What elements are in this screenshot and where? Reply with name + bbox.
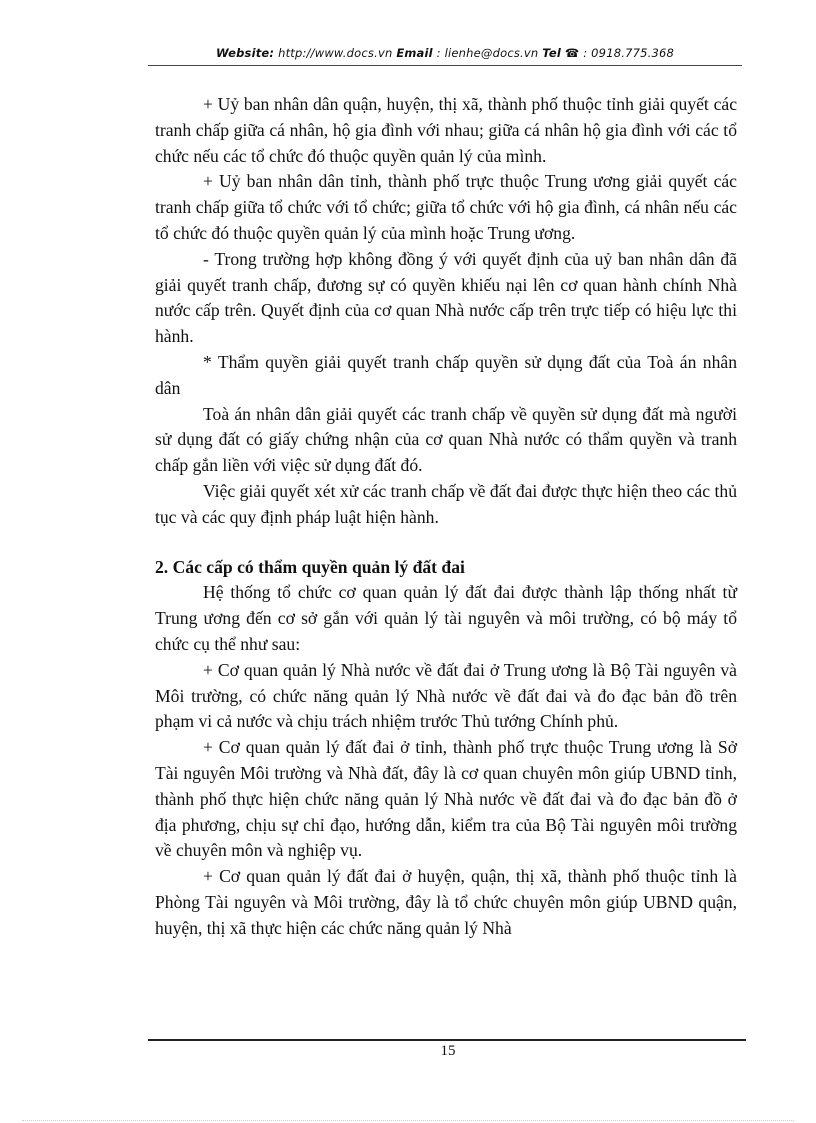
tel-number: : 0918.775.368 bbox=[583, 46, 675, 60]
paragraph: + Cơ quan quản lý đất đai ở huyện, quận, thị xã, thành phố thuộc tỉnh là Phòng Tài nguyên và Môi trường, đây là tổ chức chuyên môn giúp UBND quận, huyện, thị xã thực hiện các chức năng quản lý Nhà bbox=[155, 866, 737, 938]
paragraph: + Cơ quan quản lý Nhà nước về đất đai ở Trung ương là Bộ Tài nguyên và Môi trường, có chức năng quản lý Nhà nước về đất đai và đo đạc bản đồ trên phạm vi cả nước và chịu trách nhiệm trước Thủ tướng Chính phủ. bbox=[155, 659, 737, 732]
paragraph: Hệ thống tổ chức cơ quan quản lý đất đai được thành lập thống nhất từ Trung ương đến cơ sở gắn với quản lý tài nguyên và môi trường, có bộ máy tổ chức cụ thể như sau: bbox=[155, 582, 737, 654]
section-heading: 2. Các cấp có thẩm quyền quản lý đất đai bbox=[155, 556, 465, 577]
page-header bbox=[148, 46, 742, 60]
website-url: http://www.docs.vn bbox=[278, 46, 393, 60]
email-address: : lienhe@docs.vn bbox=[436, 46, 539, 60]
paragraph: - Trong trường hợp không đồng ý với quyết định của uỷ ban nhân dân đã giải quyết tranh chấp, đương sự có quyền khiếu nại lên cơ quan hành chính Nhà nước cấp trên. Quyết định của cơ quan Nhà nước cấp trên trực tiếp có hiệu lực thi hành. bbox=[155, 248, 737, 347]
website-label: Website: bbox=[215, 46, 275, 60]
body-text bbox=[155, 92, 737, 942]
phone-icon: ☎ bbox=[564, 46, 580, 60]
header-rule bbox=[148, 65, 742, 66]
page-edge-dotted-line bbox=[22, 1120, 794, 1121]
paragraph: Toà án nhân dân giải quyết các tranh chấp về quyền sử dụng đất mà người sử dụng đất có giấy chứng nhận của cơ quan Nhà nước có thẩm quyền và tranh chấp gắn liền với việc sử dụng đất đó. bbox=[155, 403, 737, 476]
footer-rule bbox=[148, 1039, 746, 1041]
paragraph: * Thẩm quyền giải quyết tranh chấp quyền sử dụng đất của Toà án nhân dân bbox=[155, 351, 737, 398]
paragraph: + Uỷ ban nhân dân tỉnh, thành phố trực thuộc Trung ương giải quyết các tranh chấp giữa tổ chức với tổ chức; giữa tổ chức với hộ gia đình, cá nhân nếu các tổ chức đó thuộc quyền quản lý của mình hoặc Trung ương. bbox=[155, 171, 737, 243]
paragraph: + Cơ quan quản lý đất đai ở tỉnh, thành phố trực thuộc Trung ương là Sở Tài nguyên Môi trường và Nhà đất, đây là cơ quan chuyên môn giúp UBND tỉnh, thành phố thực hiện chức năng quản lý Nhà nước về đất đai và đo đạc bản đồ ở địa phương, chịu sự chỉ đạo, hướng dẫn, kiểm tra của Bộ Tài nguyên môi trường về chuyên môn và nghiệp vụ. bbox=[155, 737, 737, 861]
paragraph: + Uỷ ban nhân dân quận, huyện, thị xã, thành phố thuộc tỉnh giải quyết các tranh chấp giữa cá nhân, hộ gia đình với nhau; giữa cá nhân hộ gia đình với các tổ chức nếu các tổ chức đó thuộc quyền quản lý của mình. bbox=[155, 94, 737, 166]
tel-label: Tel bbox=[542, 46, 561, 60]
page-number: 15 bbox=[440, 1043, 456, 1059]
email-label: Email bbox=[396, 46, 433, 60]
paragraph: Việc giải quyết xét xử các tranh chấp về đất đai được thực hiện theo các thủ tục và các quy định pháp luật hiện hành. bbox=[155, 480, 737, 527]
